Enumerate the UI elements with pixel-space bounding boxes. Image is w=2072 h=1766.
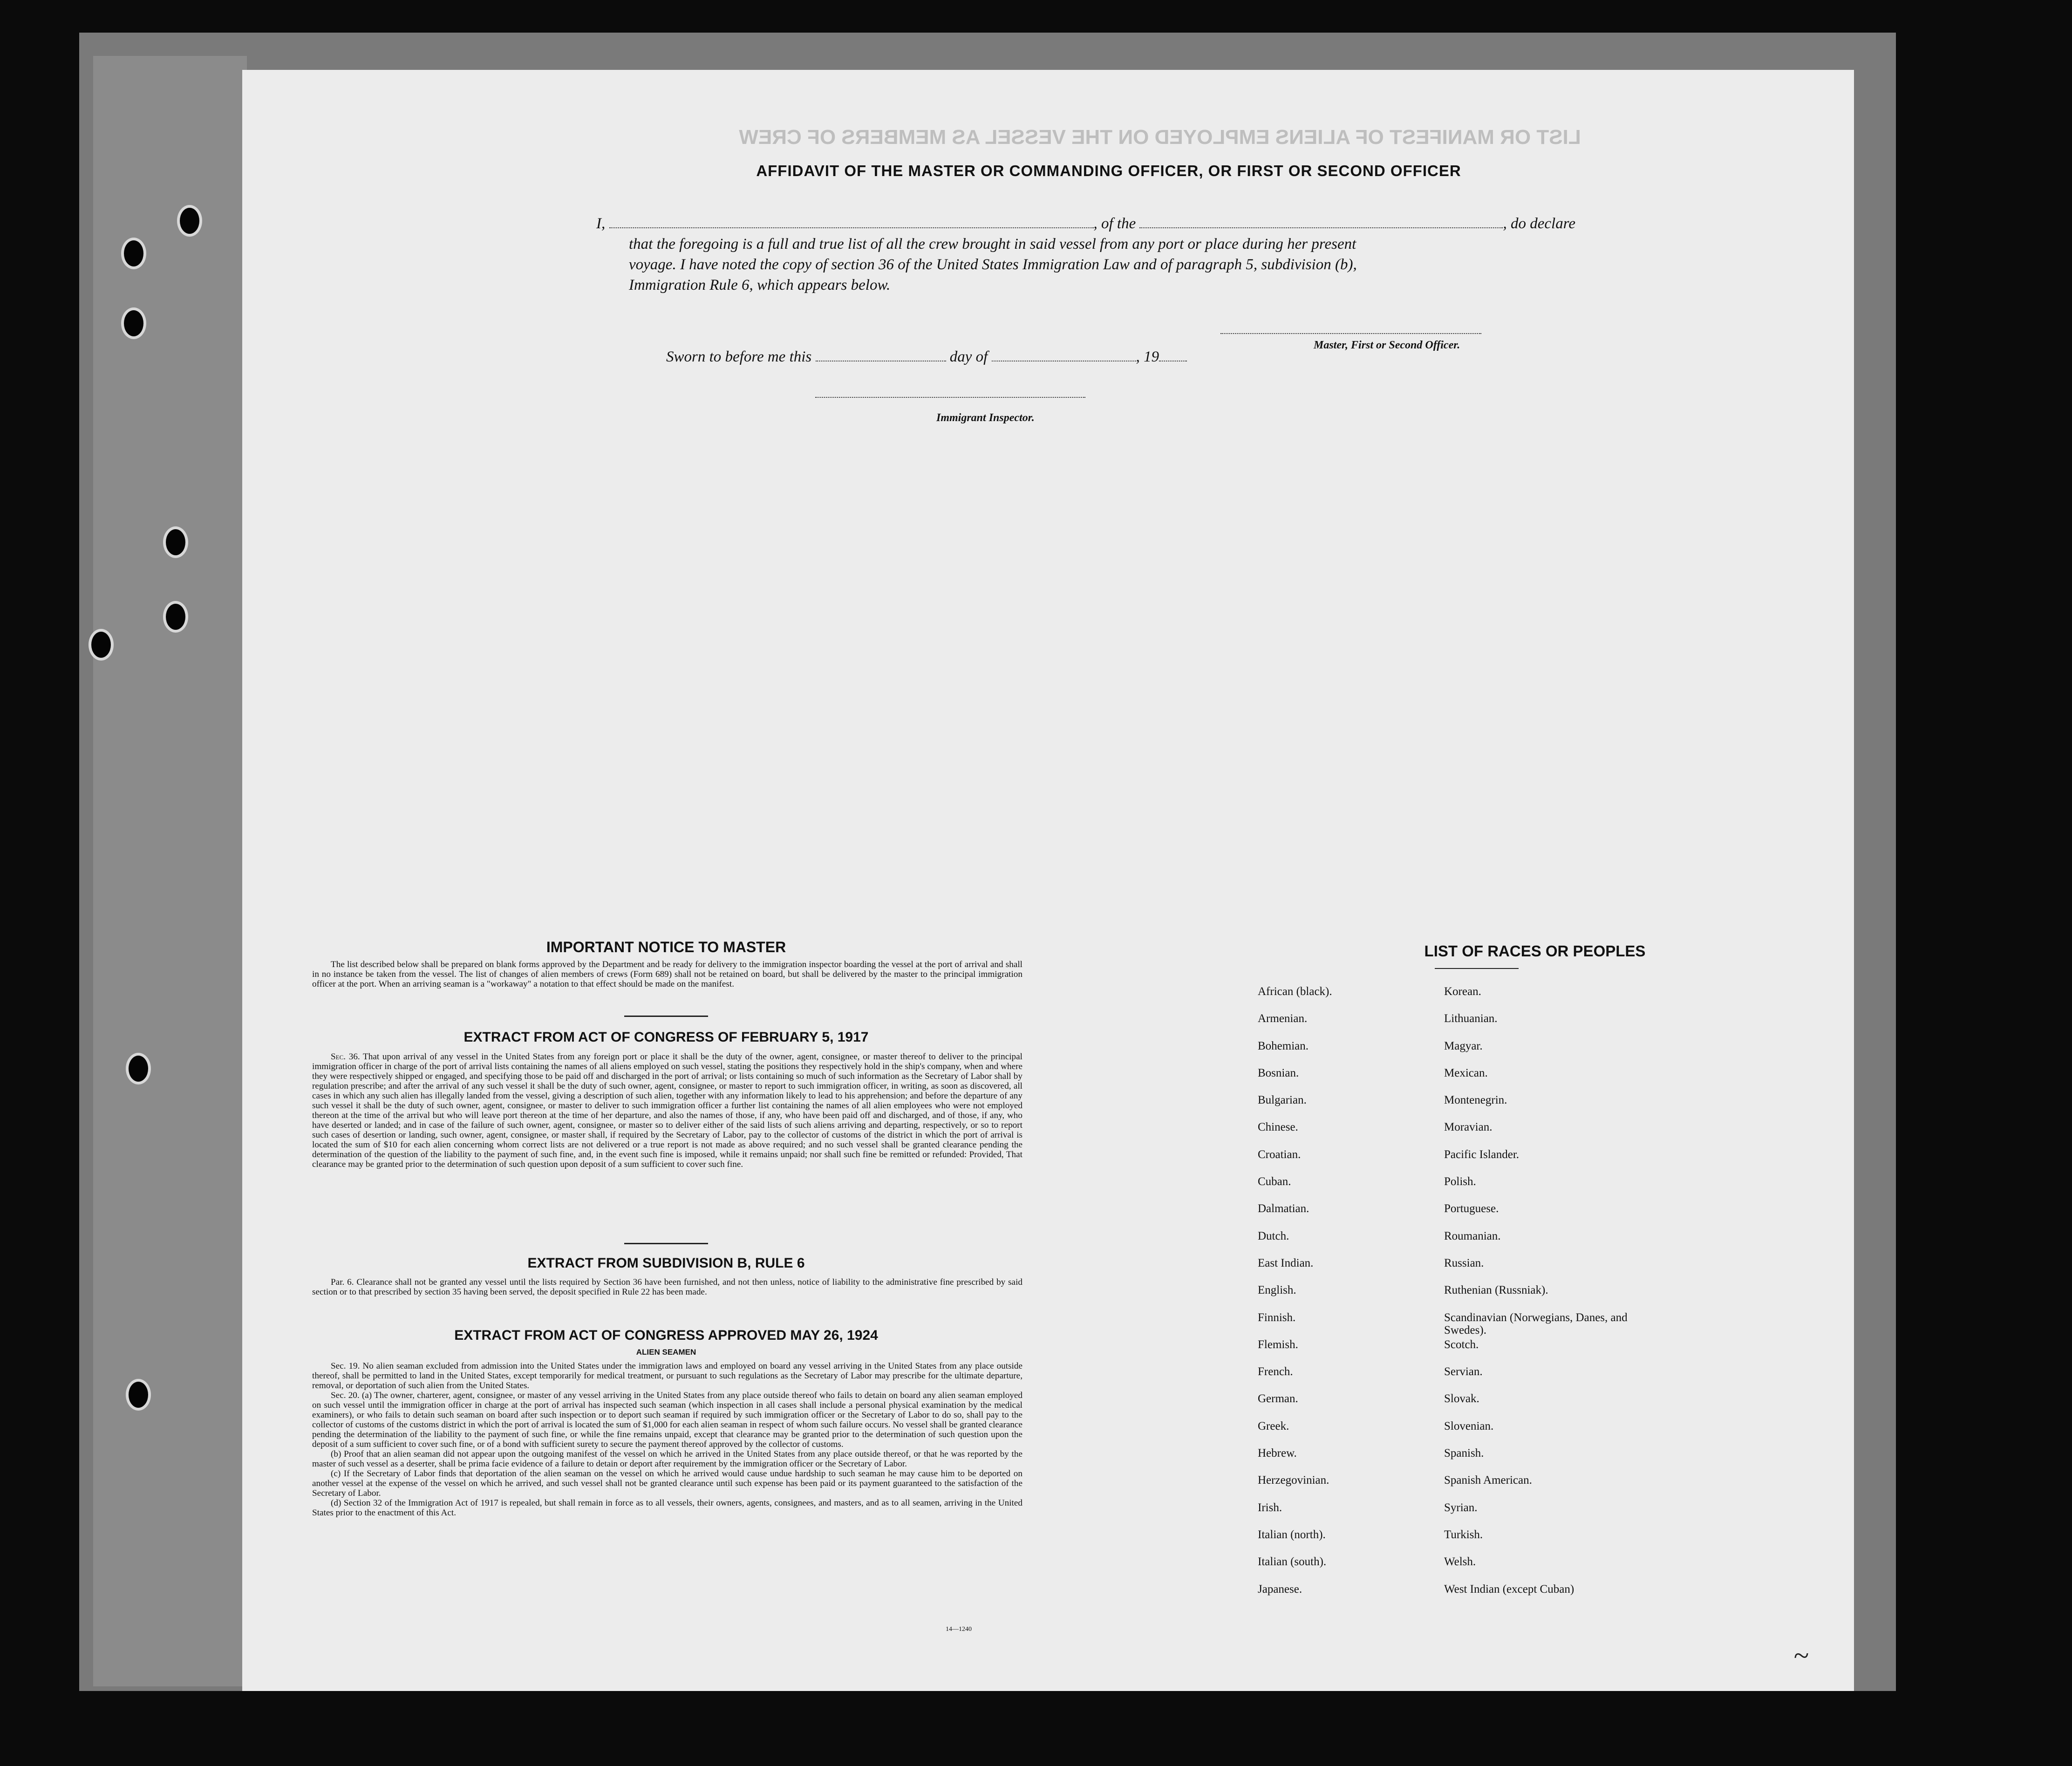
notice-paragraph: The list described below shall be prepared on blank forms approved by the Department and be ready for delivery to the immigration inspector boarding the vessel at the port of arrival and shall in no instance be taken from the vessel. The list of changes of alien members of crews (Form 689) shall not be retained on board, but shall be delivered by the master to the principal immigration officer at the port. When an arriving seaman is a "workaway" a notation to that effect should be made on the manifest. — [312, 960, 1022, 989]
sworn-text: Sworn to before me this — [666, 348, 812, 365]
extract-1917-title: EXTRACT FROM ACT OF CONGRESS OF FEBRUARY 5, 1917 — [463, 1030, 869, 1045]
sec-20c-text: (c) If the Secretary of Labor finds that deportation of the alien seaman on the vessel on which he arrived would cause undue hardship to such seaman he may cause him to be deported on another vessel at the expense of the vessel on which he arrived, and such vessel shall not be granted clearance until such expense has been paid or its payment guaranteed to the satisfaction of the Secretary of Labor. — [312, 1469, 1022, 1498]
races-right-column — [1444, 985, 1668, 1610]
race-item: Irish. — [1258, 1501, 1282, 1514]
races-left-column — [1258, 985, 1435, 1610]
race-item: Greek. — [1258, 1419, 1289, 1432]
affidavit-declare: , do declare — [1503, 215, 1575, 232]
race-item: Servian. — [1444, 1365, 1483, 1378]
race-item: East Indian. — [1258, 1256, 1314, 1269]
master-signature-label: Master, First or Second Officer. — [1314, 339, 1460, 351]
binder-hole — [126, 1053, 151, 1084]
race-item: Mexican. — [1444, 1066, 1488, 1079]
race-item: Roumanian. — [1444, 1229, 1501, 1242]
handwritten-mark: ~ — [1793, 1640, 1809, 1671]
binder-hole — [126, 1379, 151, 1411]
race-item: Italian (south). — [1258, 1555, 1327, 1568]
race-item: Syrian. — [1444, 1501, 1478, 1514]
race-item: Turkish. — [1444, 1528, 1483, 1541]
race-item: Polish. — [1444, 1175, 1476, 1188]
vessel-blank — [1139, 216, 1503, 228]
form-number: 14—1240 — [946, 1626, 972, 1633]
year-blank — [1159, 349, 1187, 361]
race-item: German. — [1258, 1392, 1298, 1405]
extract-1924-text — [312, 1361, 1022, 1518]
divider — [624, 1243, 708, 1244]
race-item: Russian. — [1444, 1256, 1484, 1269]
race-item: Slovak. — [1444, 1392, 1479, 1405]
rule6-paragraph: Par. 6. Clearance shall not be granted any vessel until the lists required by Section 36 have been furnished, and not then unless, notice of liability to the administrative fine prescribed by said section or to that prescribed by section 35 having been served, the deposit specified in Rule 22 has been made. — [312, 1277, 1022, 1297]
binder-hole — [121, 238, 146, 269]
affidavit-line-2: that the foregoing is a full and true list of all the crew brought in said vessel from any port or place during her present — [629, 236, 1356, 252]
year-text: , 19 — [1136, 348, 1159, 365]
day-blank — [816, 349, 946, 361]
race-item: Dutch. — [1258, 1229, 1289, 1242]
affidavit-line-4: Immigration Rule 6, which appears below. — [629, 277, 891, 293]
sworn-line — [666, 348, 1187, 366]
section-36-text: That upon arrival of any vessel in the United States from any foreign port or place it shall be the duty of the owner, agent, consignee, or master thereof to deliver to the principal immigration officer in charge of the port of arrival lists containing the names of all aliens employed on such vessel, stating the positions they respectively hold in the ship's company, when and where they were respectively shipped or engaged, and specifying those to be paid off and discharged in the port of arrival; or lists containing so much of such information as the Secretary of Labor shall by regulation prescribe; and after the arrival of any such vessel it shall be the duty of such owner, agent, consignee, or master to report to such immigration officer, in writing, as soon as discovered, all cases in which any such alien has illegally landed from the vessel, giving a description of such alien, together with any information likely to lead to his apprehension; and before the departure of any such vessel it shall be the duty of such owner, agent, consignee, or master to deliver to such immigration officer a further list containing the names of all alien employees who were not employed thereon at the time of the arrival but who will leave port thereon at the time of her departure, and also the names of those, if any, who have been paid off and discharged, and of those, if any, who have deserted or landed; and in case of the failure of such owner, agent, consignee, or master so to deliver either of the said lists of such aliens arriving and departing, respectively, or so to report such cases of desertion or landing, such owner, agent, consignee, or master shall, if required by the Secretary of Labor, pay to the collector of customs of the district in which the port of arrival is located the sum of $10 for each alien concerning whom correct lists are not delivered or a true report is not made as above required; and no such vessel shall be granted clearance pending the determination of the question of the liability to the payment of such fine, and, in the event such fine is imposed, while it remains unpaid; nor shall such fine be remitted or refunded: Provided, That clearance may be granted prior to the determination of such question upon deposit of a sum sufficient to cover such fine. — [312, 1052, 1022, 1169]
binder-hole — [163, 601, 188, 633]
race-item: Magyar. — [1444, 1039, 1483, 1052]
race-item: Flemish. — [1258, 1338, 1298, 1351]
race-item: Moravian. — [1444, 1121, 1493, 1134]
race-item: Finnish. — [1258, 1311, 1296, 1324]
race-item: Armenian. — [1258, 1012, 1308, 1025]
binder-hole — [177, 205, 202, 237]
race-item: Scotch. — [1444, 1338, 1479, 1351]
bleed-through-heading: LIST OR MANIFEST OF ALIENS EMPLOYED ON THE VESSEL AS MEMBERS OF CREW — [739, 126, 1581, 149]
binder-hole — [121, 307, 146, 339]
master-signature-line — [1220, 333, 1481, 334]
affidavit-i: I, — [596, 215, 606, 232]
manifest-page — [242, 70, 1854, 1691]
extract-rule6-text — [312, 1277, 1022, 1297]
name-blank — [609, 216, 1094, 228]
race-item: Spanish American. — [1444, 1474, 1532, 1487]
race-item: West Indian (except Cuban) — [1444, 1582, 1574, 1596]
race-item: Bohemian. — [1258, 1039, 1309, 1052]
race-item: Bulgarian. — [1258, 1094, 1307, 1107]
alien-seamen-subtitle: ALIEN SEAMEN — [636, 1348, 696, 1357]
race-item: English. — [1258, 1284, 1296, 1297]
race-item: Slovenian. — [1444, 1419, 1494, 1432]
race-item: Korean. — [1444, 985, 1481, 998]
inspector-signature-label: Immigrant Inspector. — [936, 412, 1035, 424]
race-item: Spanish. — [1444, 1447, 1484, 1460]
race-item: Scandinavian (Norwegians, Danes, and Swedes). — [1444, 1311, 1628, 1336]
races-title: LIST OF RACES OR PEOPLES — [1424, 942, 1646, 960]
binder-hole — [163, 526, 188, 558]
race-item: Herzegovinian. — [1258, 1474, 1329, 1487]
race-item: Welsh. — [1444, 1555, 1476, 1568]
inspector-signature-line — [815, 397, 1085, 398]
affidavit-line-1 — [596, 215, 1575, 232]
divider — [1435, 968, 1519, 969]
race-item: Italian (north). — [1258, 1528, 1326, 1541]
affidavit-of-the: , of the — [1093, 215, 1136, 232]
race-item: Hebrew. — [1258, 1447, 1297, 1460]
binder-hole — [89, 629, 114, 661]
affidavit-title: AFFIDAVIT OF THE MASTER OR COMMANDING OFFICER, OR FIRST OR SECOND OFFICER — [756, 162, 1461, 179]
notice-title: IMPORTANT NOTICE TO MASTER — [546, 939, 786, 955]
race-item: Bosnian. — [1258, 1066, 1299, 1079]
race-item: Dalmatian. — [1258, 1202, 1309, 1215]
race-item: Ruthenian (Russniak). — [1444, 1284, 1548, 1297]
race-item: Chinese. — [1258, 1121, 1298, 1134]
binder-strip — [93, 56, 247, 1686]
extract-1924-title: EXTRACT FROM ACT OF CONGRESS APPROVED MAY 26, 1924 — [454, 1328, 878, 1343]
race-item: Cuban. — [1258, 1175, 1291, 1188]
section-number: Sec. 36. — [331, 1052, 360, 1062]
race-item: Croatian. — [1258, 1148, 1301, 1161]
sec-20a-text: Sec. 20. (a) The owner, charterer, agent, consignee, or master of any vessel arriving in the United States from any place outside thereof who fails to detain on board any alien seaman employed on such vessel until the immigration officer in charge at the port of arrival has inspected such seaman (which inspection in all cases shall include a personal physical examination by the medical examiners), or who fails to detain such seaman on board after such inspection or to deport such seaman if required by such immigration officer or the Secretary of Labor to do so, shall pay to the collector of customs of the customs district in which the port of arrival is located the sum of $1,000 for each alien seaman in respect of whom such failure occurs. No vessel shall be granted clearance pending the determination of the liability to the payment of such fine, or while the fine remains unpaid, except that clearance may be granted prior to the determination of such question upon the deposit of a sum sufficient to cover such fine, or of a bond with sufficient surety to secure the payment thereof approved by the collector of customs. — [312, 1391, 1022, 1449]
race-item: Japanese. — [1258, 1582, 1302, 1596]
sec-19-text: Sec. 19. No alien seaman excluded from admission into the United States under the immigration laws and employed on board any vessel arriving in the United States from any place outside thereof, shall be permitted to land in the United States, except temporarily for medical treatment, or pursuant to such regulations as the Secretary of Labor may prescribe for the ultimate departure, removal, or deportation of such alien from the United States. — [312, 1361, 1022, 1391]
sec-20b-text: (b) Proof that an alien seaman did not appear upon the outgoing manifest of the vessel on which he arrived in the United States from any place outside thereof, or that he was reported by the master of such vessel as a deserter, shall be prima facie evidence of a failure to detain or deport after requirement by the immigration officer or the Secretary of Labor. — [312, 1449, 1022, 1469]
race-item: Portuguese. — [1444, 1202, 1499, 1215]
sec-20d-text: (d) Section 32 of the Immigration Act of 1917 is repealed, but shall remain in force as to all vessels, their owners, agents, consignees, and masters, and as to all seamen, arriving in the United States prior to the enactment of this Act. — [312, 1498, 1022, 1518]
month-blank — [992, 349, 1136, 361]
race-item: African (black). — [1258, 985, 1332, 998]
race-item: Lithuanian. — [1444, 1012, 1498, 1025]
notice-text — [312, 960, 1022, 989]
extract-rule6-title: EXTRACT FROM SUBDIVISION B, RULE 6 — [527, 1255, 805, 1271]
extract-1917-text — [312, 1052, 1022, 1169]
divider — [624, 1016, 708, 1017]
race-item: Pacific Islander. — [1444, 1148, 1520, 1161]
affidavit-line-3: voyage. I have noted the copy of section 36 of the United States Immigration Law and of paragraph 5, subdivision (b), — [629, 256, 1357, 273]
day-of-text: day of — [949, 348, 988, 365]
race-item: Montenegrin. — [1444, 1094, 1507, 1107]
race-item: French. — [1258, 1365, 1293, 1378]
